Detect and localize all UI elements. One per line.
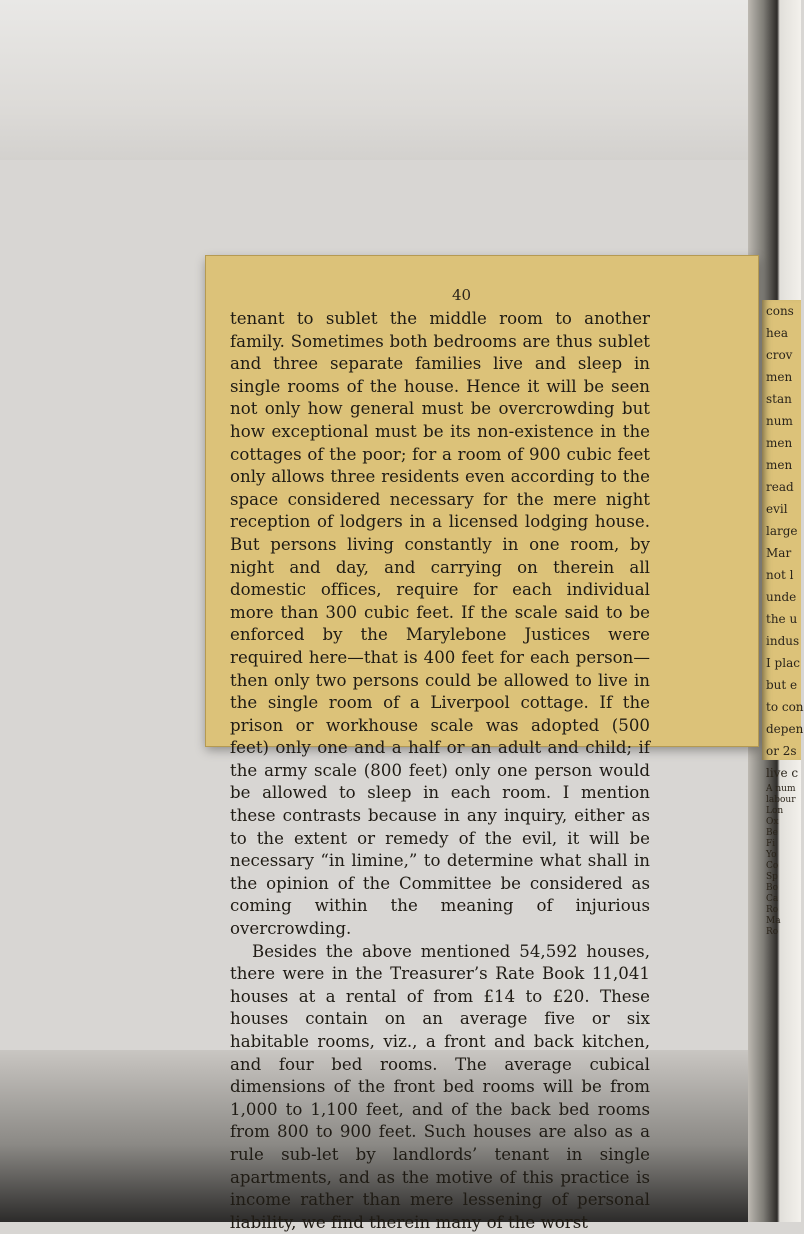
adjacent-page-line: I plac — [766, 656, 800, 670]
adjacent-page-small-line: labour — [766, 795, 796, 805]
adjacent-page-line: or 2s — [766, 744, 797, 758]
adjacent-page-line: men — [766, 370, 793, 384]
adjacent-page-small-line: Lon — [766, 806, 784, 816]
adjacent-page-line: crov — [766, 348, 793, 362]
adjacent-page-line: unde — [766, 590, 797, 604]
adjacent-page-line: evil — [766, 502, 788, 516]
adjacent-page-line: cons — [766, 304, 794, 318]
adjacent-page-fragments — [762, 300, 804, 784]
adjacent-page-line: men — [766, 458, 793, 472]
adjacent-page-small-line: Bo — [766, 883, 779, 893]
adjacent-page-small-line: Ro — [766, 905, 779, 915]
adjacent-page-line: indus — [766, 634, 800, 648]
adjacent-page-line: the u — [766, 612, 798, 626]
adjacent-page-small-line: Yo — [766, 850, 777, 860]
adjacent-page-line: live c — [766, 766, 799, 780]
adjacent-page-small-line: Sp — [766, 872, 778, 882]
adjacent-page-line: depen — [766, 722, 804, 736]
adjacent-page-small-fragments — [762, 784, 801, 938]
adjacent-page-small-line: Ca — [766, 894, 779, 904]
adjacent-page-small-line: Ma — [766, 916, 781, 926]
page-number: 40 — [452, 286, 472, 304]
adjacent-page-line: hea — [766, 326, 788, 340]
adjacent-page-line: read — [766, 480, 794, 494]
adjacent-page-small-line: Be — [766, 828, 778, 838]
adjacent-page-small-line: Ox — [766, 817, 779, 827]
paragraph-1: tenant to sublet the middle room to another family. Sometimes both bedrooms are thus sublet and three separate families live and sleep in single rooms of the house. Hence it will be seen not only how general must be overcrowding but how exceptional must be its non-existence in the cottages of the poor; for a room of 900 cubic feet only allows three residents even according to the space considered necessary for the mere night reception of lodgers in a licensed lodging house. But persons living constantly in one room, by night and day, and carrying on therein all domestic offices, require for each individual more than 300 cubic feet. If the scale said to be enforced by the Marylebone Justices were required here—that is 400 feet for each person—then only two persons could be allowed to live in the single room of a Liverpool cottage. If the prison or workhouse scale was adopted (500 feet) only one and a half or an adult and child; if the army scale (800 feet) only one person would be allowed to sleep in each room. I mention these contrasts because in any inquiry, either as to the extent or remedy of the evil, it will be necessary “in limine,” to determine what shall in the opinion of the Committee be considered as coming within the meaning of injurious overcrowding. — [230, 309, 650, 939]
adjacent-page-line: num — [766, 414, 793, 428]
adjacent-page-small-line: Ro — [766, 927, 779, 937]
background-top — [0, 0, 801, 160]
adjacent-page-line: men — [766, 436, 793, 450]
adjacent-page-line: large — [766, 524, 798, 538]
adjacent-page-line: to con — [766, 700, 804, 714]
adjacent-page-line: not l — [766, 568, 794, 582]
adjacent-page-small-line: Co — [766, 861, 779, 871]
adjacent-page-line: stan — [766, 392, 792, 406]
adjacent-page-small-line: Fi — [766, 839, 776, 849]
adjacent-page-small-line: A num — [766, 784, 796, 794]
adjacent-page-line: but e — [766, 678, 798, 692]
adjacent-page-line: Mar — [766, 546, 792, 560]
paragraph-2: Besides the above mentioned 54,592 houses, there were in the Treasurer’s Rate Book 11,041 houses at a rental of from £14 to £20. These houses contain on an average five or six habitable rooms, viz., a front and back kitchen, and four bed rooms. The average cubical dimensions of the front bed rooms will be from 1,000 to 1,100 feet, and of the back bed rooms from 800 to 900 feet. Such houses are also as a rule sub-let by landlords’ tenant in single apartments, and as the motive of this practice is income rather than mere lessening of personal liability, we find therein many of the worst — [230, 941, 650, 1232]
adjacent-page-edge — [762, 300, 804, 937]
page-text — [230, 308, 650, 1234]
